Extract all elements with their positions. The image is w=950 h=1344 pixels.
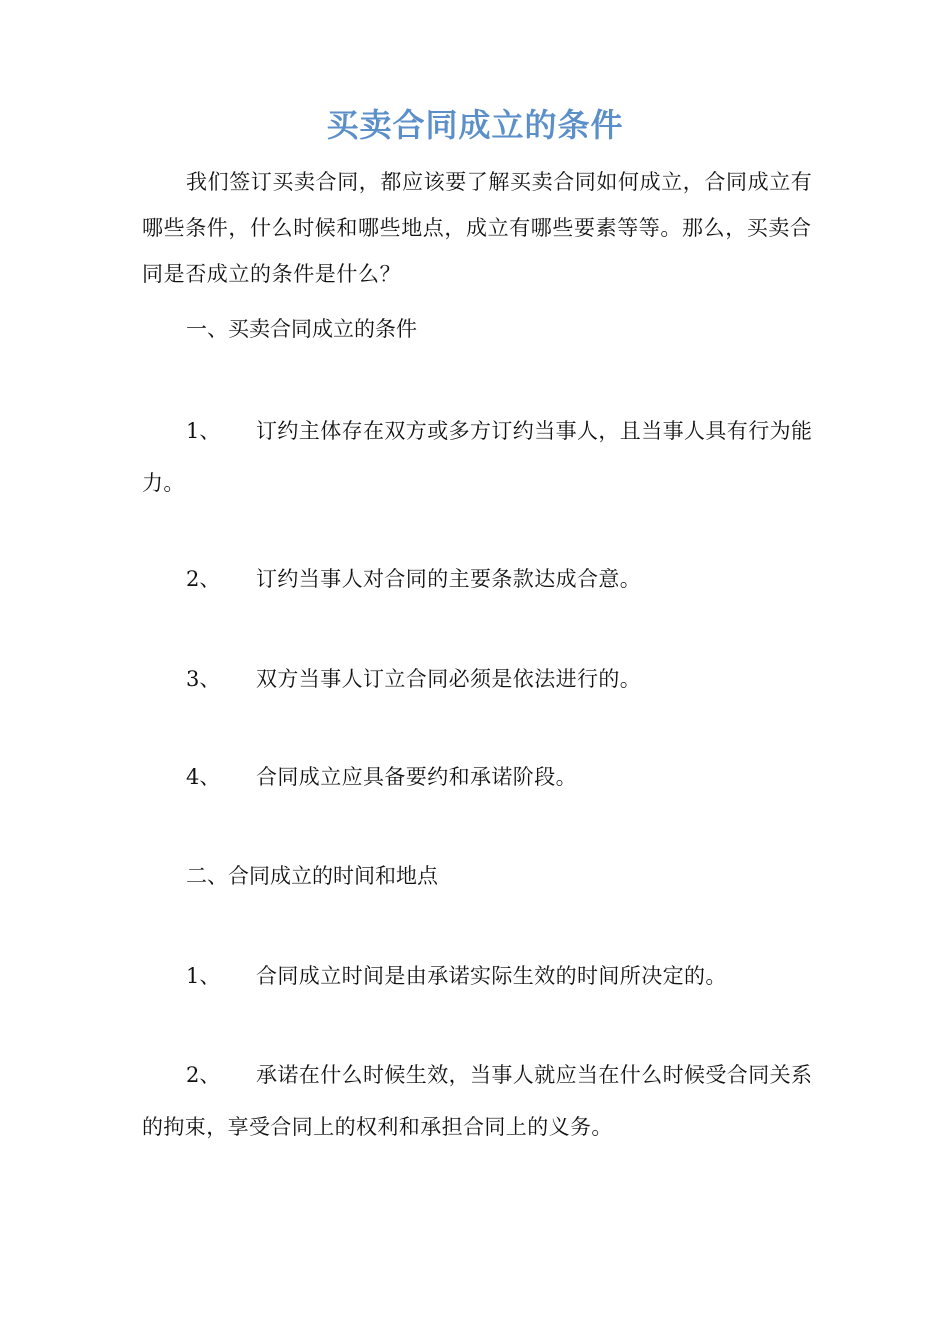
list-item <box>142 950 818 1002</box>
list-item-number: 2、 <box>186 567 221 591</box>
list-item <box>142 553 818 605</box>
list-item-number: 4、 <box>186 765 221 789</box>
list-item-text: 订约当事人对合同的主要条款达成合意。 <box>256 567 642 591</box>
list-item-text: 合同成立应具备要约和承诺阶段。 <box>256 765 577 789</box>
list-item <box>142 1049 818 1153</box>
list-item-number: 2、 <box>186 1063 221 1087</box>
list-item-text: 双方当事人订立合同必须是依法进行的。 <box>256 667 642 691</box>
list-item-text: 订约主体存在双方或多方订约当事人，且当事人具有行为能 力。 <box>142 419 813 495</box>
list-item <box>142 405 818 509</box>
section-heading-1: 一、买卖合同成立的条件 <box>186 317 417 341</box>
list-item <box>142 751 818 803</box>
list-item-number: 1、 <box>186 964 221 988</box>
document-title: 买卖合同成立的条件 <box>326 106 624 144</box>
list-item-number: 1、 <box>186 419 221 443</box>
list-item-number: 3、 <box>186 667 221 691</box>
list-item-text: 承诺在什么时候生效，当事人就应当在什么时候受合同关系 的拘束，享受合同上的权利和承担合同上的义务。 <box>142 1063 813 1139</box>
list-item-text: 合同成立时间是由承诺实际生效的时间所决定的。 <box>256 964 727 988</box>
intro-paragraph: 我们签订买卖合同，都应该要了解买卖合同如何成立，合同成立有哪些条件，什么时候和哪些地点，成立有哪些要素等等。那么，买卖合同是否成立的条件是什么？ <box>142 170 813 286</box>
section-heading-2: 二、合同成立的时间和地点 <box>186 864 438 888</box>
list-item <box>142 653 818 705</box>
